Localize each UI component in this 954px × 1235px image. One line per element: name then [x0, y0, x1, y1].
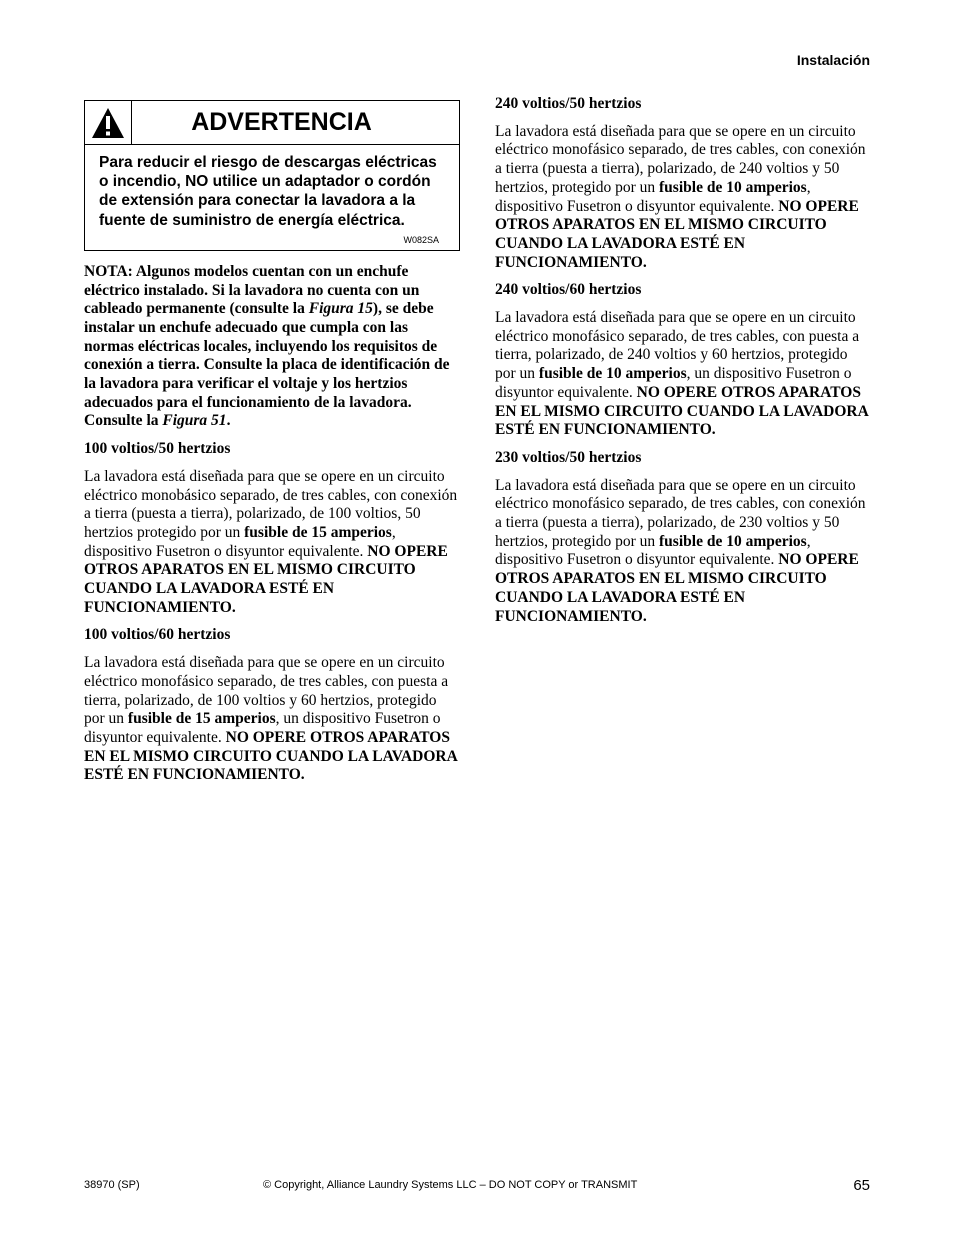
- section-heading: 100 voltios/50 hertzios: [84, 440, 231, 458]
- warning-body: [85, 145, 459, 250]
- page-number: 65: [853, 1177, 870, 1194]
- section-text: , dispositivo Fusetron o disyuntor equivalente.: [84, 523, 396, 560]
- section-text: , un dispositivo Fusetron o disyuntor equivalente.: [495, 365, 852, 401]
- section-paragraph: [84, 468, 460, 618]
- section-text: , dispositivo Fusetron o disyuntor equivalente.: [495, 532, 811, 569]
- right-column: [495, 95, 871, 635]
- section-bold-text: fusible de 15 amperios: [127, 710, 276, 728]
- section-heading: 100 voltios/60 hertzios: [84, 626, 231, 644]
- note-text-3: .: [226, 412, 231, 430]
- section-warning-text: NO OPERE OTROS APARATOS EN EL MISMO CIRCUITO CUANDO LA LAVADORA ESTÉ EN FUNCIONAMIENTO.: [495, 383, 868, 439]
- left-column: [84, 100, 460, 794]
- note-paragraph: [84, 263, 460, 431]
- warning-code: W082SA: [403, 234, 439, 245]
- section-warning-text: NO OPERE OTROS APARATOS EN EL MISMO CIRCUITO CUANDO LA LAVADORA ESTÉ EN FUNCIONAMIENTO.: [84, 542, 448, 616]
- section-paragraph: [495, 477, 871, 627]
- note-text-2: ), se debe instalar un enchufe adecuado que cumpla con las normas eléctricas locales, incluyendo los requisitos de conexión a tierra. Consulte la placa de identificación de la lavadora para verificar el voltaje y los hertzios adecuados para el funcionamiento de la lavadora. Consulte la: [84, 300, 450, 430]
- section-bold-text: fusible de 15 amperios: [244, 523, 392, 541]
- section-header: Instalación: [796, 52, 870, 68]
- section-paragraph: [495, 123, 871, 273]
- warning-triangle-icon: [85, 101, 132, 144]
- section-warning-text: NO OPERE OTROS APARATOS EN EL MISMO CIRCUITO CUANDO LA LAVADORA ESTÉ EN FUNCIONAMIENTO.: [495, 197, 859, 271]
- section-warning-text: NO OPERE OTROS APARATOS EN EL MISMO CIRCUITO CUANDO LA LAVADORA ESTÉ EN FUNCIONAMIENTO.: [495, 551, 859, 625]
- section-bold-text: fusible de 10 amperios: [538, 365, 687, 383]
- section-text: La lavadora está diseñada para que se opere en un circuito eléctrico monofásico separado, de tres cables, con puesta a tierra, polarizado, de 100 voltios y 60 hertzios, protegido por un: [84, 654, 449, 728]
- warning-text: Para reducir el riesgo de descargas eléctricas o incendio, NO utilice un adaptador o cordón de extensión para conectar la lavadora a la fuente de suministro de energía eléctrica.: [99, 154, 437, 229]
- section-text: , un dispositivo Fusetron o disyuntor equivalente.: [84, 710, 441, 746]
- section-paragraph: [84, 654, 460, 785]
- warning-title: ADVERTENCIA: [191, 108, 372, 137]
- section-heading: 240 voltios/50 hertzios: [495, 95, 642, 112]
- section-text: La lavadora está diseñada para que se opere en un circuito eléctrico monofásico separado, de tres cables, con conexión a tierra (puesta a tierra), polarizado, de 230 voltios y 50 hertzios, protegido por un: [495, 476, 866, 550]
- footer-copyright: © Copyright, Alliance Laundry Systems LLC – DO NOT COPY or TRANSMIT: [263, 1179, 638, 1191]
- warning-box: [84, 100, 460, 251]
- section-warning-text: NO OPERE OTROS APARATOS EN EL MISMO CIRCUITO CUANDO LA LAVADORA ESTÉ EN FUNCIONAMIENTO.: [84, 728, 457, 784]
- note-figure-ref-1: Figura 15: [308, 300, 373, 318]
- section-paragraph: [495, 309, 871, 440]
- footer-doc-number: 38970 (SP): [84, 1179, 140, 1191]
- note-text-1: NOTA: Algunos modelos cuentan con un enchufe eléctrico instalado. Si la lavadora no cuenta con un cableado permanente (consulte la: [84, 262, 420, 318]
- section-text: La lavadora está diseñada para que se opere en un circuito eléctrico monofásico separado, de tres cables, con puesta a tierra, polarizado, de 240 voltios y 60 hertzios, protegido por un: [495, 309, 860, 383]
- section-bold-text: fusible de 10 amperios: [659, 178, 807, 196]
- warning-header: [85, 101, 459, 145]
- section-bold-text: fusible de 10 amperios: [659, 532, 807, 550]
- section-heading: 230 voltios/50 hertzios: [495, 448, 642, 466]
- note-figure-ref-2: Figura 51: [162, 412, 227, 430]
- section-heading: 240 voltios/60 hertzios: [495, 281, 642, 299]
- section-text: , dispositivo Fusetron o disyuntor equivalente.: [495, 178, 811, 215]
- section-text: La lavadora está diseñada para que se opere en un circuito eléctrico monobásico separado, de tres cables, con conexión a tierra (puesta a tierra), polarizado, de 100 voltios, 50 hertzios protegido por un: [84, 467, 458, 541]
- section-text: La lavadora está diseñada para que se opere en un circuito eléctrico monofásico separado, de tres cables, con conexión a tierra (puesta a tierra), polarizado, de 240 voltios y 50 hertzios, protegido por un: [495, 122, 866, 196]
